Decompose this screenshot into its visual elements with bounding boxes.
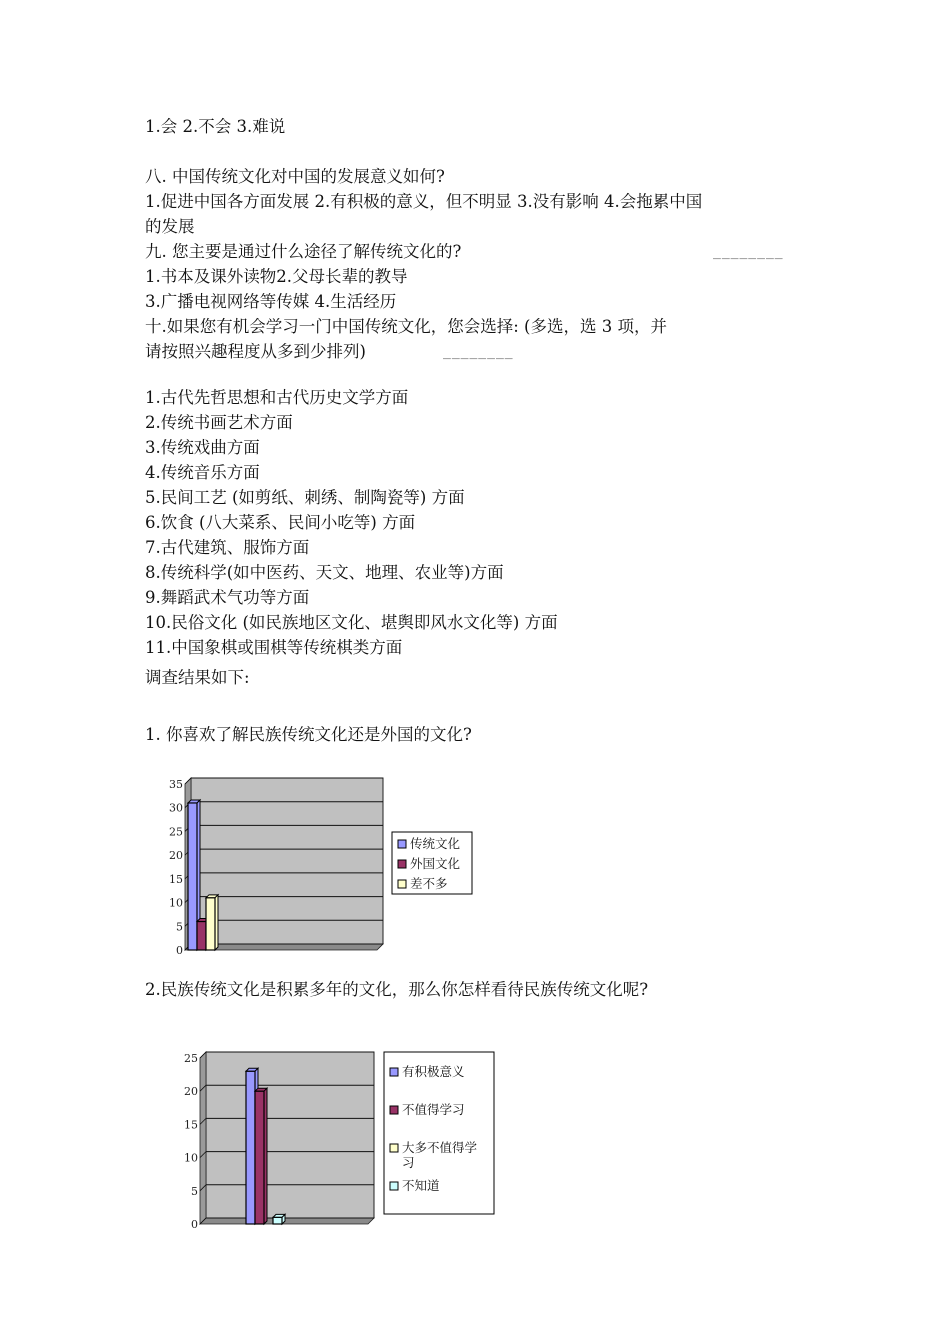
option-item: 2.传统书画艺术方面 xyxy=(145,413,293,432)
option-item: 10.民俗文化 (如民族地区文化、堪舆即风水文化等) 方面 xyxy=(145,613,558,632)
option-item: 7.古代建筑、服饰方面 xyxy=(145,538,310,557)
option-item: 9.舞蹈武术气功等方面 xyxy=(145,588,310,607)
legend-swatch xyxy=(390,1144,398,1152)
bar-差不多 xyxy=(206,898,215,950)
result-question-1: 1. 你喜欢了解民族传统文化还是外国的文化? xyxy=(145,725,472,744)
y-tick-label: 20 xyxy=(184,1085,198,1099)
legend-label: 大多不值得学习 xyxy=(402,1140,478,1170)
legend-label: 不值得学习 xyxy=(402,1102,465,1117)
option-item: 3.传统戏曲方面 xyxy=(145,438,260,457)
y-tick-label: 10 xyxy=(184,1151,198,1165)
chart-1 xyxy=(160,768,490,958)
legend-swatch xyxy=(398,860,406,868)
bar-外国文化 xyxy=(197,922,206,950)
plot-area xyxy=(191,778,383,944)
legend-label: 外国文化 xyxy=(410,856,461,871)
bar-传统文化 xyxy=(188,803,197,950)
y-tick-label: 30 xyxy=(169,801,183,815)
option-item: 8.传统科学(如中医药、天文、地理、农业等)方面 xyxy=(145,563,504,582)
question-9-options-a: 1.书本及课外读物2.父母长辈的教导 xyxy=(145,267,408,286)
results-heading: 调查结果如下: xyxy=(145,668,250,687)
legend-label: 不知道 xyxy=(402,1178,440,1193)
answer-options-line: 1.会 2.不会 3.难说 xyxy=(145,117,286,136)
question-9-options-b: 3.广播电视网络等传媒 4.生活经历 xyxy=(145,292,397,311)
y-tick-label: 5 xyxy=(191,1184,198,1198)
option-item: 11.中国象棋或围棋等传统棋类方面 xyxy=(145,638,403,657)
y-tick-label: 0 xyxy=(191,1218,198,1231)
y-tick-label: 15 xyxy=(184,1118,198,1132)
answer-blank-9: ________ xyxy=(713,245,784,260)
y-tick-label: 10 xyxy=(169,896,183,910)
legend-label: 差不多 xyxy=(410,876,448,891)
question-8-options: 1.促进中国各方面发展 2.有积极的意义，但不明显 3.没有影响 4.会拖累中国 xyxy=(145,192,703,211)
option-item: 4.传统音乐方面 xyxy=(145,463,260,482)
legend-label: 传统文化 xyxy=(410,836,461,851)
y-tick-label: 0 xyxy=(176,944,183,957)
plot-floor xyxy=(200,1218,374,1224)
legend-label: 有积极意义 xyxy=(402,1064,465,1079)
answer-blank-10: ________ xyxy=(443,345,514,360)
question-9: 九. 您主要是通过什么途径了解传统文化的? xyxy=(145,242,462,261)
option-item: 5.民间工艺 (如剪纸、刺绣、制陶瓷等) 方面 xyxy=(145,488,465,507)
option-item: 6.饮食 (八大菜系、民间小吃等) 方面 xyxy=(145,513,416,532)
y-tick-label: 35 xyxy=(169,778,183,791)
y-tick-label: 20 xyxy=(169,849,183,863)
legend-swatch xyxy=(398,880,406,888)
result-question-2: 2.民族传统文化是积累多年的文化，那么你怎样看待民族传统文化呢? xyxy=(145,980,649,999)
y-tick-label: 15 xyxy=(169,872,183,886)
question-8: 八. 中国传统文化对中国的发展意义如何? xyxy=(145,167,445,186)
legend-swatch xyxy=(390,1182,398,1190)
legend-swatch xyxy=(398,840,406,848)
bar-不值得学习 xyxy=(255,1091,264,1224)
y-tick-label: 25 xyxy=(184,1052,198,1065)
legend-swatch xyxy=(390,1106,398,1114)
question-10-cont: 请按照兴趣程度从多到少排列) xyxy=(145,342,366,361)
question-10: 十.如果您有机会学习一门中国传统文化，您会选择: (多选，选 3 项，并 xyxy=(145,317,667,336)
plot-area xyxy=(206,1052,374,1218)
option-item: 1.古代先哲思想和古代历史文学方面 xyxy=(145,388,409,407)
bar-不知道 xyxy=(273,1217,282,1224)
legend-swatch xyxy=(390,1068,398,1076)
y-tick-label: 25 xyxy=(169,825,183,839)
y-tick-label: 5 xyxy=(176,920,183,934)
bar-有积极意义 xyxy=(246,1071,255,1224)
question-8-options-cont: 的发展 xyxy=(145,217,195,236)
plot-side-wall xyxy=(200,1052,206,1224)
chart-2 xyxy=(180,1044,500,1234)
